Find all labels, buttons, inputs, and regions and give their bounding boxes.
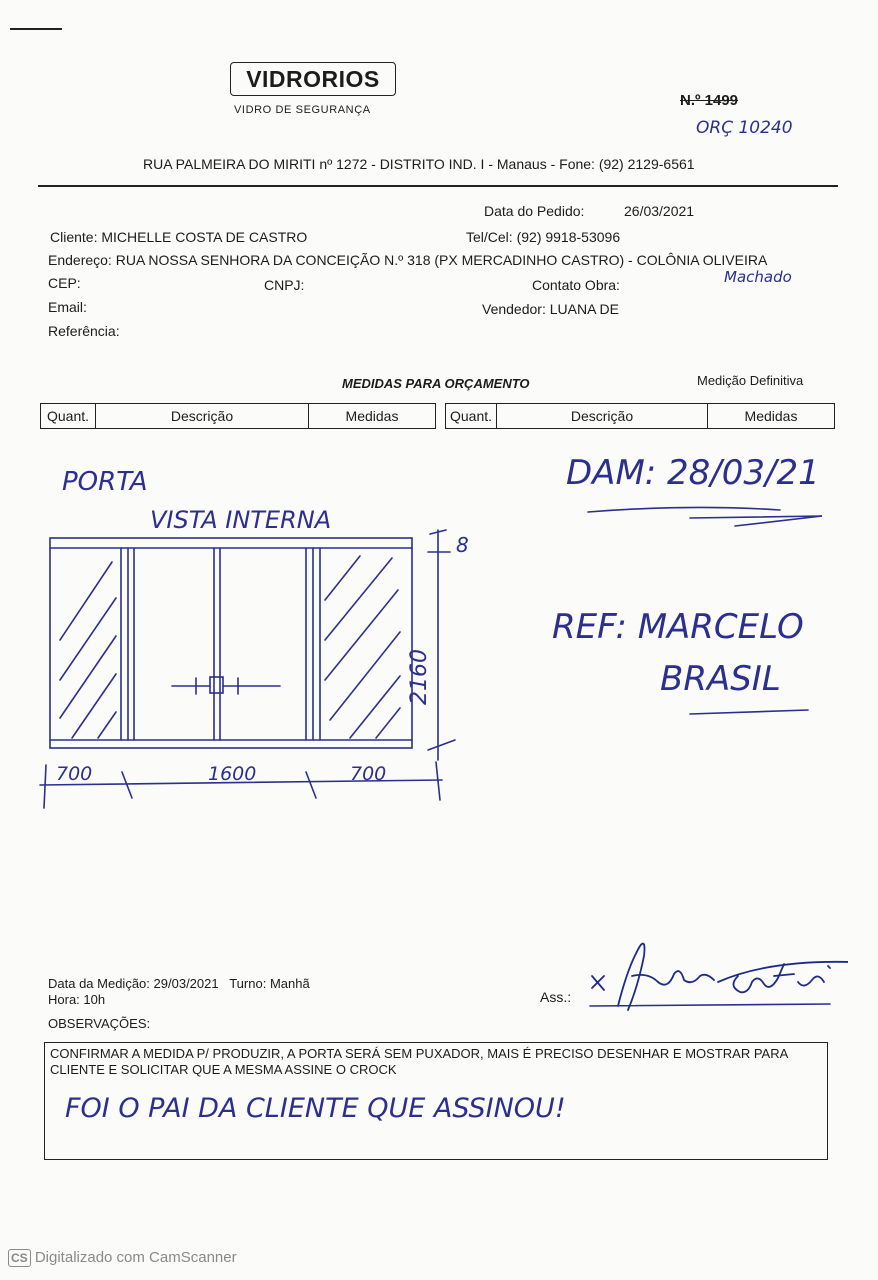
column-quantity: Quant. [446, 404, 497, 429]
sketch-title-line1: PORTA [62, 467, 148, 497]
left-glass-hatch [60, 562, 116, 738]
signature-label: Ass.: [540, 989, 572, 1005]
column-description: Descrição [497, 404, 708, 429]
order-date-label: Data do Pedido: [484, 203, 585, 219]
client-value: MICHELLE COSTA DE CASTRO [101, 229, 308, 245]
measures-title: MEDIDAS PARA ORÇAMENTO [342, 376, 530, 391]
door-frame [50, 538, 412, 748]
width-right-value: 700 [350, 763, 387, 785]
company-logo: VIDRORIOS [230, 62, 396, 96]
seller-label: Vendedor: [482, 301, 546, 317]
address-label: Endereço: [48, 252, 112, 268]
sketch-title-line2: VISTA INTERNA [150, 506, 332, 534]
cnpj-label: CNPJ: [264, 277, 305, 293]
company-tagline: VIDRO DE SEGURANÇA [234, 104, 371, 116]
right-glass-hatch [325, 556, 400, 738]
height-dimension-line [428, 530, 455, 760]
column-measures: Medidas [309, 404, 436, 429]
shift-value: Manhã [269, 976, 310, 991]
shift-label: Turno: [229, 976, 267, 991]
camscanner-logo: CS [8, 1249, 31, 1267]
email-label: Email: [48, 299, 87, 315]
note-reference-line2: BRASIL [660, 659, 781, 699]
measure-date-value: 29/03/2021 [153, 976, 219, 991]
company-address: RUA PALMEIRA DO MIRITI nº 1272 - DISTRITO IND. I - Manaus - Fone: (92) 2129-6561 [143, 156, 695, 172]
orc-number-handwritten: ORÇ 10240 [696, 118, 793, 138]
column-quantity: Quant. [41, 404, 96, 429]
height-top-value: 8 [456, 533, 469, 557]
observations-text: CONFIRMAR A MEDIDA P/ PRODUZIR, A PORTA SERÁ SEM PUXADOR, MAIS É PRECISO DESENHAR E MOSTRAR PARA CLIENTE E SOLICITAR QUE A MESMA ASSINE O CROCK [50, 1046, 788, 1077]
cep-label: CEP: [48, 275, 81, 291]
note-date: DAM: 28/03/21 [566, 453, 820, 493]
column-description: Descrição [96, 404, 309, 429]
lock-symbol [172, 677, 280, 694]
contact-label: Contato Obra: [532, 277, 620, 293]
note-reference-line1: REF: MARCELO [552, 607, 804, 647]
address-handwritten: Machado [724, 268, 792, 286]
document-number: N.º 1499 [680, 92, 739, 109]
camscanner-watermark [8, 1249, 237, 1267]
address-value: RUA NOSSA SENHORA DA CONCEIÇÃO N.º 318 (PX MERCADINHO CASTRO) - COLÔNIA OLIVEIRA [115, 252, 768, 268]
hour-label: Hora: [48, 992, 80, 1007]
handwritten-signature [588, 936, 848, 1016]
observations-handwritten: FOI O PAI DA CLIENTE QUE ASSINOU! [65, 1093, 566, 1124]
client-label: Cliente: [50, 229, 98, 245]
observations-box [44, 1042, 828, 1160]
measure-date-label: Data da Medição: [48, 976, 150, 991]
hour-value: 10h [83, 992, 106, 1007]
width-left-value: 700 [56, 763, 93, 785]
observations-label: OBSERVAÇÕES: [48, 1016, 151, 1031]
measure-date-field [48, 976, 310, 991]
phone-value: (92) 9918-53096 [516, 229, 621, 245]
camscanner-text: Digitalizado com CamScanner [34, 1249, 237, 1266]
hour-field [48, 992, 105, 1007]
width-center-value: 1600 [208, 763, 257, 785]
phone-label: Tel/Cel: [466, 229, 513, 245]
seller-value: LUANA DE [549, 301, 619, 317]
column-measures: Medidas [708, 404, 835, 429]
definitive-label: Medição Definitiva [697, 373, 804, 388]
reference-label: Referência: [48, 323, 120, 339]
height-main-value: 2160 [407, 649, 432, 705]
order-date-value: 26/03/2021 [624, 203, 695, 219]
